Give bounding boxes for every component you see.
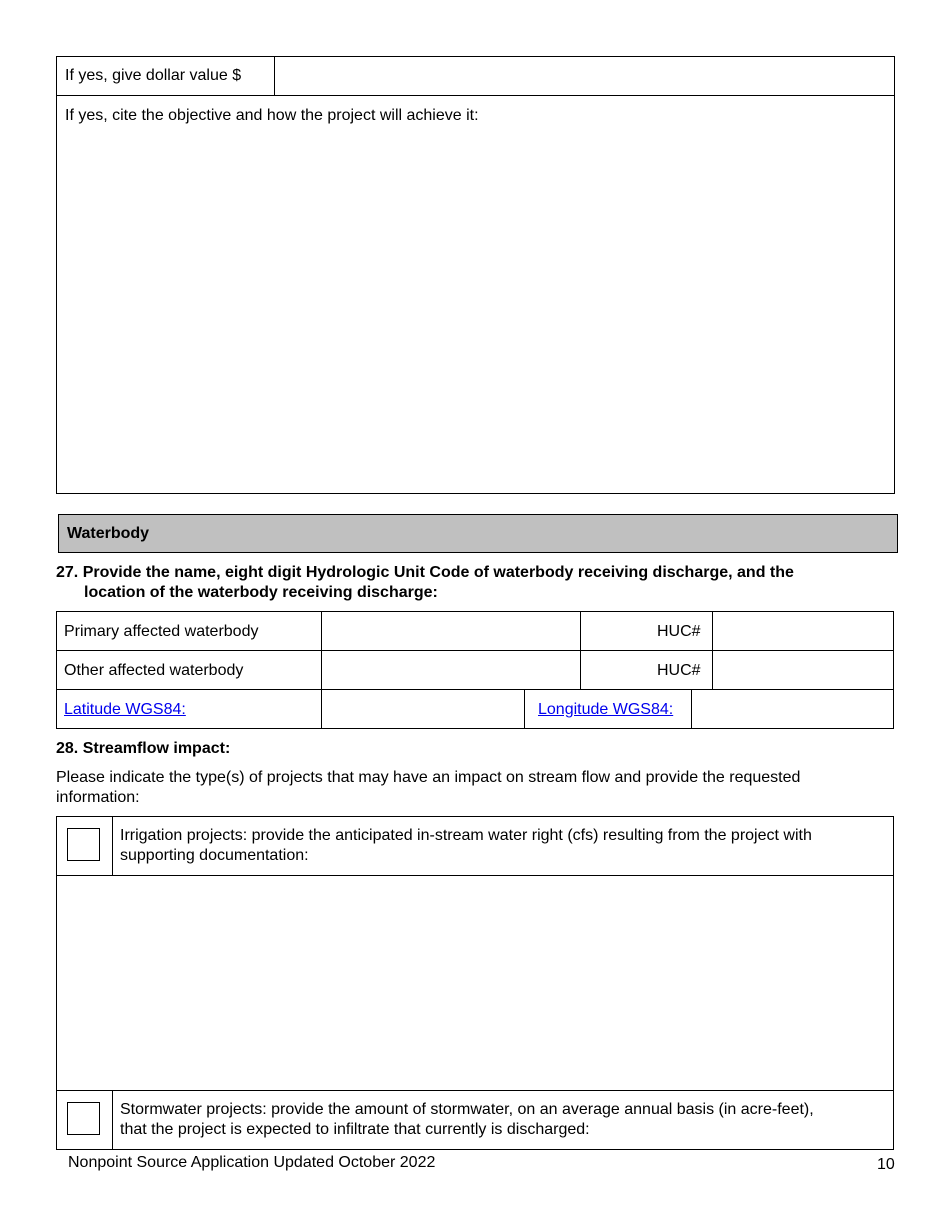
- objective-textarea[interactable]: [60, 130, 890, 488]
- longitude-link[interactable]: Longitude WGS84:: [538, 701, 674, 718]
- funding-table-divider: [56, 95, 895, 96]
- waterbody-section-header: [58, 514, 898, 553]
- streamflow-table-checkbox-col-1: [112, 816, 113, 876]
- objective-label: If yes, cite the objective and how the project will achieve it:: [65, 107, 479, 124]
- q28-intro-line2: information:: [56, 789, 140, 806]
- irrigation-label-line1: Irrigation projects: provide the anticipated in-stream water right (cfs) resulting from the project with: [120, 827, 812, 844]
- waterbody-table-col-2: [580, 611, 581, 690]
- longitude-input[interactable]: [692, 690, 893, 728]
- huc-label-1: HUC#: [657, 623, 701, 640]
- q28-heading: 28. Streamflow impact:: [56, 740, 231, 757]
- q27-prompt-line2: location of the waterbody receiving discharge:: [84, 584, 438, 601]
- huc-label-2: HUC#: [657, 662, 701, 679]
- waterbody-table-col-4: [524, 689, 525, 729]
- primary-waterbody-input[interactable]: [322, 612, 580, 650]
- footer-text: Nonpoint Source Application Updated October 2022: [68, 1154, 436, 1171]
- stormwater-label-line1: Stormwater projects: provide the amount of stormwater, on an average annual basis (in acre-feet),: [120, 1101, 814, 1118]
- page-number: 10: [877, 1156, 895, 1173]
- waterbody-header-text: Waterbody: [67, 525, 150, 542]
- dollar-value-label: If yes, give dollar value $: [65, 67, 242, 84]
- huc-input-1[interactable]: [713, 612, 893, 650]
- irrigation-label-line2: supporting documentation:: [120, 847, 309, 864]
- latitude-input[interactable]: [322, 690, 524, 728]
- latitude-link[interactable]: Latitude WGS84:: [64, 701, 186, 718]
- stormwater-checkbox[interactable]: [67, 1102, 100, 1135]
- primary-waterbody-label: Primary affected waterbody: [64, 623, 259, 640]
- q27-prompt-line1: 27. Provide the name, eight digit Hydrologic Unit Code of waterbody receiving discharge, and the: [56, 564, 794, 581]
- dollar-value-input[interactable]: [275, 57, 894, 95]
- q28-intro-line1: Please indicate the type(s) of projects that may have an impact on stream flow and provide the requested: [56, 769, 801, 786]
- streamflow-table-divider-1: [56, 875, 894, 876]
- streamflow-table-divider-2: [56, 1090, 894, 1091]
- irrigation-checkbox[interactable]: [67, 828, 100, 861]
- huc-input-2[interactable]: [713, 651, 893, 689]
- stormwater-label-line2: that the project is expected to infiltrate that currently is discharged:: [120, 1121, 590, 1138]
- other-waterbody-label: Other affected waterbody: [64, 662, 244, 679]
- other-waterbody-input[interactable]: [322, 651, 580, 689]
- streamflow-table-checkbox-col-2: [112, 1090, 113, 1150]
- irrigation-response-textarea[interactable]: [60, 880, 890, 1085]
